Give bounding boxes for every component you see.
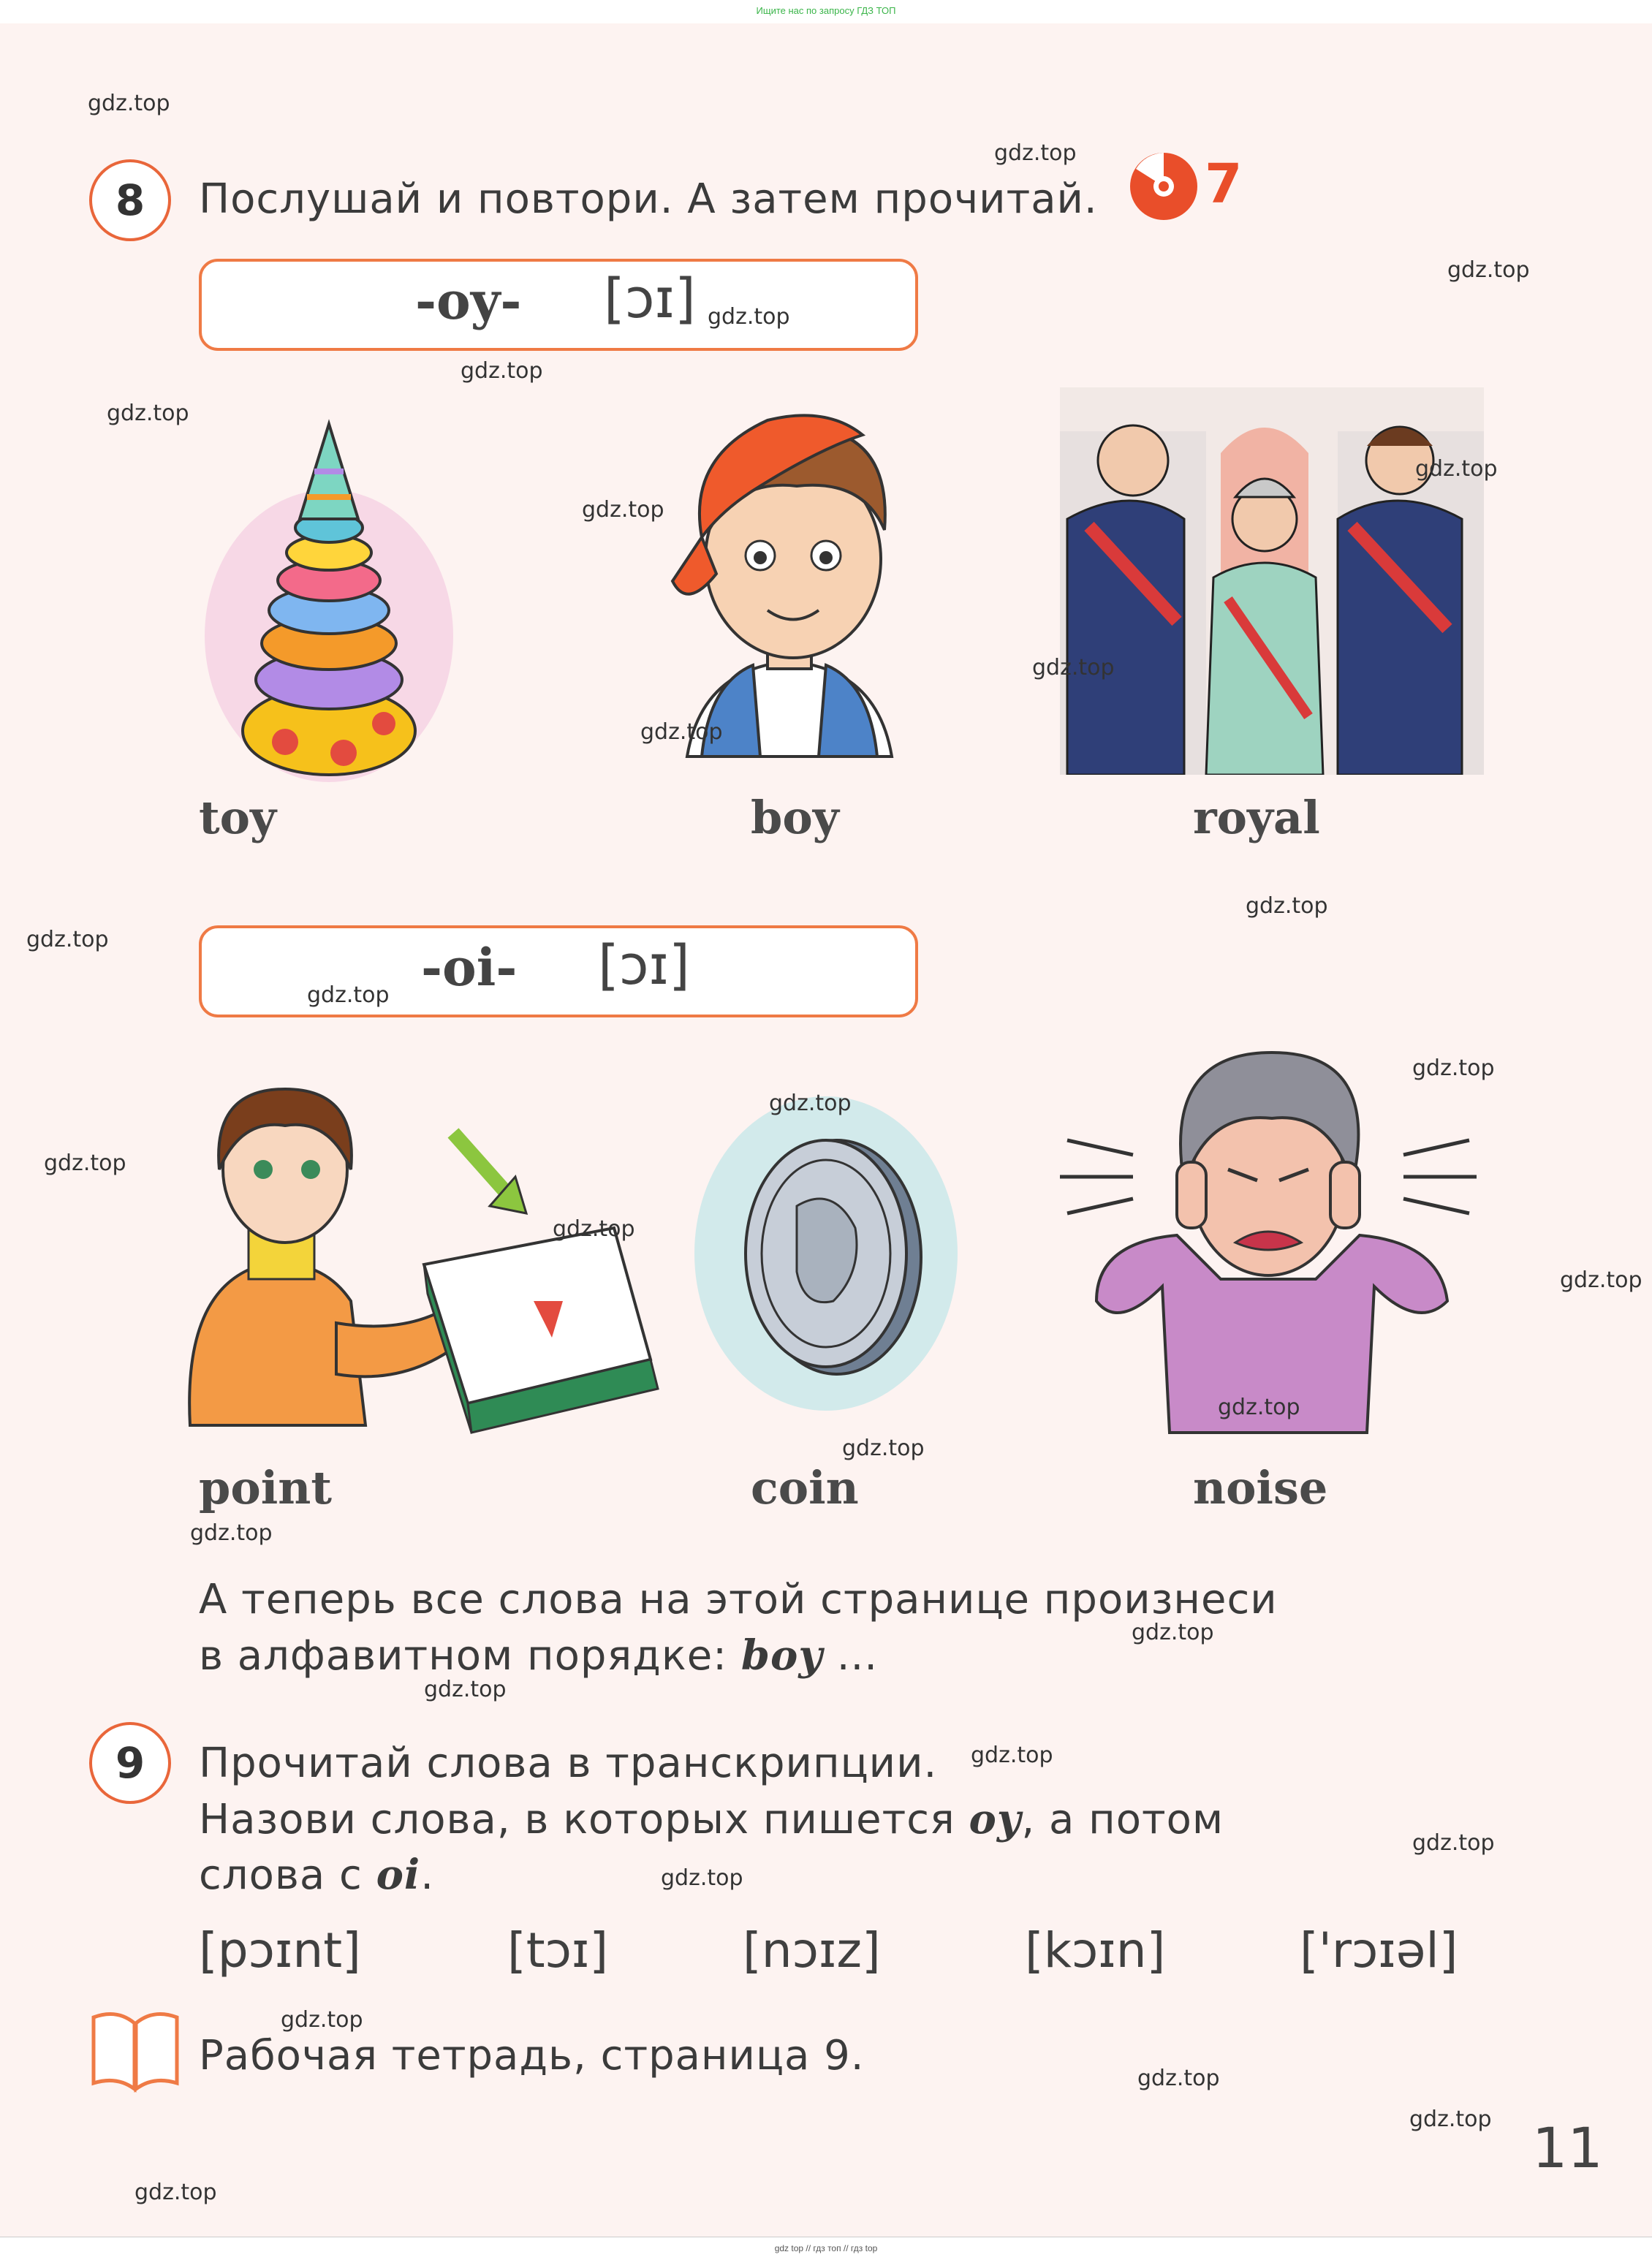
- alphabet-note-ellipsis: ...: [836, 1632, 879, 1680]
- transcription-noise: [nɔɪz]: [743, 1922, 881, 1979]
- alphabet-note-word: boy: [740, 1631, 823, 1680]
- alphabet-note-prefix: в алфавитном порядке:: [199, 1632, 728, 1680]
- watermark: gdz.top: [1137, 2066, 1220, 2091]
- oi-pattern: -oi-: [421, 937, 518, 998]
- oy-pattern-box: [199, 259, 918, 351]
- boy-illustration: [658, 391, 921, 764]
- watermark: gdz.top: [994, 140, 1077, 166]
- transcription-toy: [tɔɪ]: [507, 1922, 609, 1979]
- exercise-8-title: Послушай и повтори. А затем прочитай.: [199, 175, 1098, 223]
- watermark: gdz.top: [661, 1865, 743, 1891]
- transcription-point: [pɔɪnt]: [199, 1922, 361, 1979]
- word-boy: boy: [751, 791, 839, 844]
- watermark: gdz.top: [1415, 456, 1498, 482]
- watermark: gdz.top: [769, 1091, 852, 1116]
- alphabet-note-line1: А теперь все слова на этой странице произнеси: [199, 1576, 1278, 1623]
- watermark: gdz.top: [1447, 257, 1530, 283]
- oy-ipa: [ɔɪ]: [604, 268, 696, 330]
- word-toy: toy: [199, 791, 277, 844]
- word-point: point: [199, 1461, 332, 1514]
- transcription-coin: [kɔɪn]: [1025, 1922, 1166, 1979]
- word-noise: noise: [1193, 1461, 1328, 1514]
- watermark: gdz.top: [281, 2007, 363, 2033]
- watermark: gdz.top: [1560, 1267, 1642, 1293]
- watermark: gdz.top: [1032, 655, 1115, 680]
- transcription-royal: ['rɔɪəl]: [1300, 1922, 1458, 1979]
- word-royal: royal: [1193, 791, 1320, 844]
- watermark: gdz.top: [1246, 893, 1328, 919]
- exercise-8-number: 8: [89, 159, 171, 241]
- word-coin: coin: [751, 1461, 859, 1514]
- noise-illustration: [1053, 1038, 1484, 1447]
- page-number: 11: [1532, 2115, 1603, 2180]
- watermark: gdz.top: [1412, 1830, 1495, 1856]
- exercise-9-line2-prefix: Назови слова, в которых пишется: [199, 1796, 955, 1843]
- exercise-9-number: 9: [89, 1722, 171, 1804]
- watermark: gdz.top: [107, 401, 189, 426]
- watermark: gdz.top: [971, 1743, 1053, 1768]
- audio-track-number: 7: [1205, 153, 1243, 216]
- watermark: gdz.top: [1409, 2107, 1492, 2132]
- exercise-9-line2: [199, 1795, 1224, 1843]
- audio-cd-icon[interactable]: [1126, 150, 1243, 223]
- watermark: gdz.top: [88, 91, 170, 116]
- watermark: gdz.top: [1218, 1395, 1300, 1420]
- exercise-9-oi: oi: [376, 1851, 421, 1899]
- exercise-9-line3-prefix: слова с: [199, 1851, 363, 1899]
- workbook-icon: [88, 2003, 183, 2098]
- watermark: gdz.top: [582, 497, 664, 523]
- alphabet-note-line2: [199, 1631, 878, 1680]
- workbook-reference: Рабочая тетрадь, страница 9.: [199, 2032, 865, 2079]
- bottom-banner: gdz top // гдз топ // гдз top: [0, 2237, 1652, 2260]
- exercise-9-line2-suffix: , а потом: [1021, 1796, 1224, 1843]
- watermark: gdz.top: [708, 304, 790, 330]
- exercise-9-line1: Прочитай слова в транскрипции.: [199, 1740, 938, 1787]
- watermark: gdz.top: [424, 1677, 507, 1702]
- watermark: gdz.top: [640, 719, 723, 745]
- royal-illustration: [1060, 387, 1484, 775]
- point-illustration: [183, 1082, 665, 1462]
- watermark: gdz.top: [553, 1216, 635, 1242]
- watermark: gdz.top: [1132, 1620, 1214, 1645]
- watermark: gdz.top: [190, 1520, 273, 1546]
- oy-pattern: -oy-: [415, 270, 522, 331]
- exercise-9-line3: [199, 1851, 434, 1899]
- watermark: gdz.top: [461, 358, 543, 384]
- watermark: gdz.top: [842, 1436, 925, 1461]
- coin-illustration: [687, 1082, 965, 1418]
- exercise-9-oy: oy: [969, 1795, 1022, 1843]
- watermark: gdz.top: [134, 2180, 217, 2205]
- top-banner: Ищите нас по запросу ГДЗ ТОП: [0, 0, 1652, 23]
- watermark: gdz.top: [307, 982, 390, 1008]
- exercise-9-line3-suffix: .: [420, 1851, 435, 1899]
- toy-illustration: [197, 409, 461, 782]
- oi-ipa: [ɔɪ]: [598, 934, 690, 997]
- watermark: gdz.top: [26, 927, 109, 952]
- watermark: gdz.top: [1412, 1055, 1495, 1081]
- watermark: gdz.top: [44, 1150, 126, 1176]
